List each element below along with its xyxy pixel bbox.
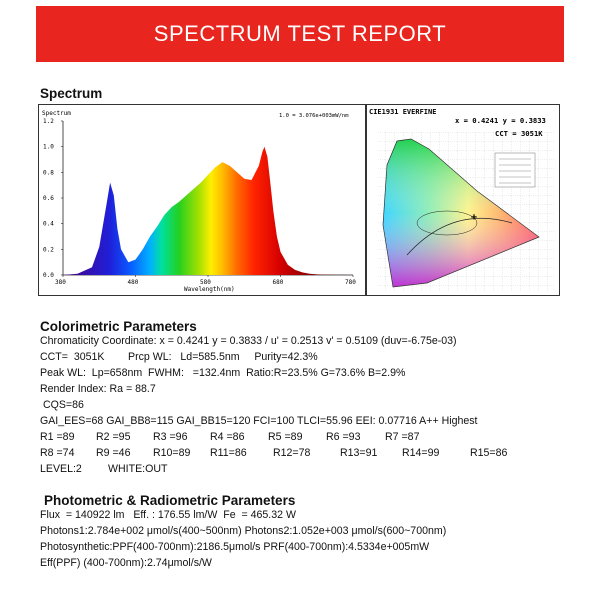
r-value: R7 =87 — [385, 431, 420, 443]
flux-line: Flux = 140922 lm Eff. : 176.55 lm/W Fe = 465.32 W — [40, 509, 296, 521]
r-value: R3 =96 — [153, 431, 188, 443]
white-value: WHITE:OUT — [108, 463, 168, 475]
cie-title: CIE1931 EVERFINE — [369, 108, 437, 116]
r-values-row-1 — [40, 431, 560, 445]
level-row — [40, 463, 560, 477]
r-value: R15=86 — [470, 447, 508, 459]
cie-cct: CCT = 3051K — [495, 129, 543, 138]
peak-wl-line: Peak WL: Lp=658nm FWHM: =132.4nm Ratio:R=23.5% G=73.6% B=2.9% — [40, 367, 406, 379]
r-value: R4 =86 — [210, 431, 245, 443]
r-value: R1 =89 — [40, 431, 75, 443]
chart-ylabel: Spectrum — [42, 110, 71, 117]
level-value: LEVEL:2 — [40, 463, 82, 475]
cie-legend-box — [495, 153, 535, 187]
chromaticity-line: Chromaticity Coordinate: x = 0.4241 y = 0.3833 / u' = 0.2513 v' = 0.5109 (duv=-6.75e-03) — [40, 335, 457, 347]
r-values-row-2 — [40, 447, 560, 461]
y-tick-label: 0.4 — [43, 220, 54, 228]
r-value: R2 =95 — [96, 431, 131, 443]
cct-line: CCT= 3051K Prcp WL: Ld=585.5nm Purity=42.3% — [40, 351, 318, 363]
y-tick-label: 1.0 — [43, 143, 54, 151]
cqs-line: CQS=86 — [40, 399, 84, 411]
colorimetric-heading: Colorimetric Parameters — [40, 319, 197, 334]
photosynthetic-line: Photosynthetic:PPF(400-700nm):2186.5μmol/s PRF(400-700nm):4.5334e+005mW — [40, 541, 430, 553]
y-tick-label: 1.2 — [43, 118, 54, 125]
cie-coordinates: x = 0.4241 y = 0.3833 — [455, 116, 546, 125]
spectrum-chart — [39, 105, 365, 295]
chart-scale-note: 1.0 = 3.076e+003mW/nm — [279, 113, 349, 119]
y-tick-label: 0.8 — [43, 169, 54, 177]
spectrum-heading: Spectrum — [40, 86, 103, 101]
render-index-line: Render Index: Ra = 88.7 — [40, 383, 156, 395]
r-value: R10=89 — [153, 447, 191, 459]
y-tick-label: 0.2 — [43, 246, 54, 254]
x-tick-label: 580 — [200, 279, 211, 286]
r-value: R11=86 — [210, 447, 247, 459]
photometric-heading: Photometric & Radiometric Parameters — [44, 493, 296, 508]
chart-xlabel: Wavelength(nm) — [184, 286, 235, 293]
x-tick-label: 480 — [127, 279, 139, 286]
chromaticity-marker-icon: + — [471, 212, 478, 223]
eff-ppf-line: Eff(PPF) (400-700nm):2.74μmol/s/W — [40, 557, 212, 569]
gai-line: GAI_EES=68 GAI_BB8=115 GAI_BB15=120 FCI=100 TLCI=55.96 EEI: 0.07716 A++ Highest — [40, 415, 478, 427]
r-value: R5 =89 — [268, 431, 303, 443]
spectrum-curve — [63, 147, 353, 275]
r-value: R14=99 — [402, 447, 440, 459]
r-value: R8 =74 — [40, 447, 75, 459]
photons-line: Photons1:2.784e+002 μmol/s(400~500nm) Photons2:1.052e+003 μmol/s(600~700nm) — [40, 525, 447, 537]
r-value: R13=91 — [340, 447, 378, 459]
report-banner — [36, 6, 564, 62]
y-tick-label: 0.0 — [43, 272, 54, 279]
cie-diagram — [367, 105, 559, 295]
r-value: R6 =93 — [326, 431, 361, 443]
r-value: R9 =46 — [96, 447, 131, 459]
x-tick-label: 680 — [272, 279, 284, 286]
x-tick-label: 780 — [345, 279, 356, 286]
r-value: R12=78 — [273, 447, 311, 459]
x-tick-label: 380 — [55, 279, 66, 286]
report-title: SPECTRUM TEST REPORT — [153, 21, 447, 46]
cie-diagram-panel — [366, 104, 560, 296]
spectrum-chart-panel — [38, 104, 366, 296]
y-tick-label: 0.6 — [43, 195, 54, 202]
